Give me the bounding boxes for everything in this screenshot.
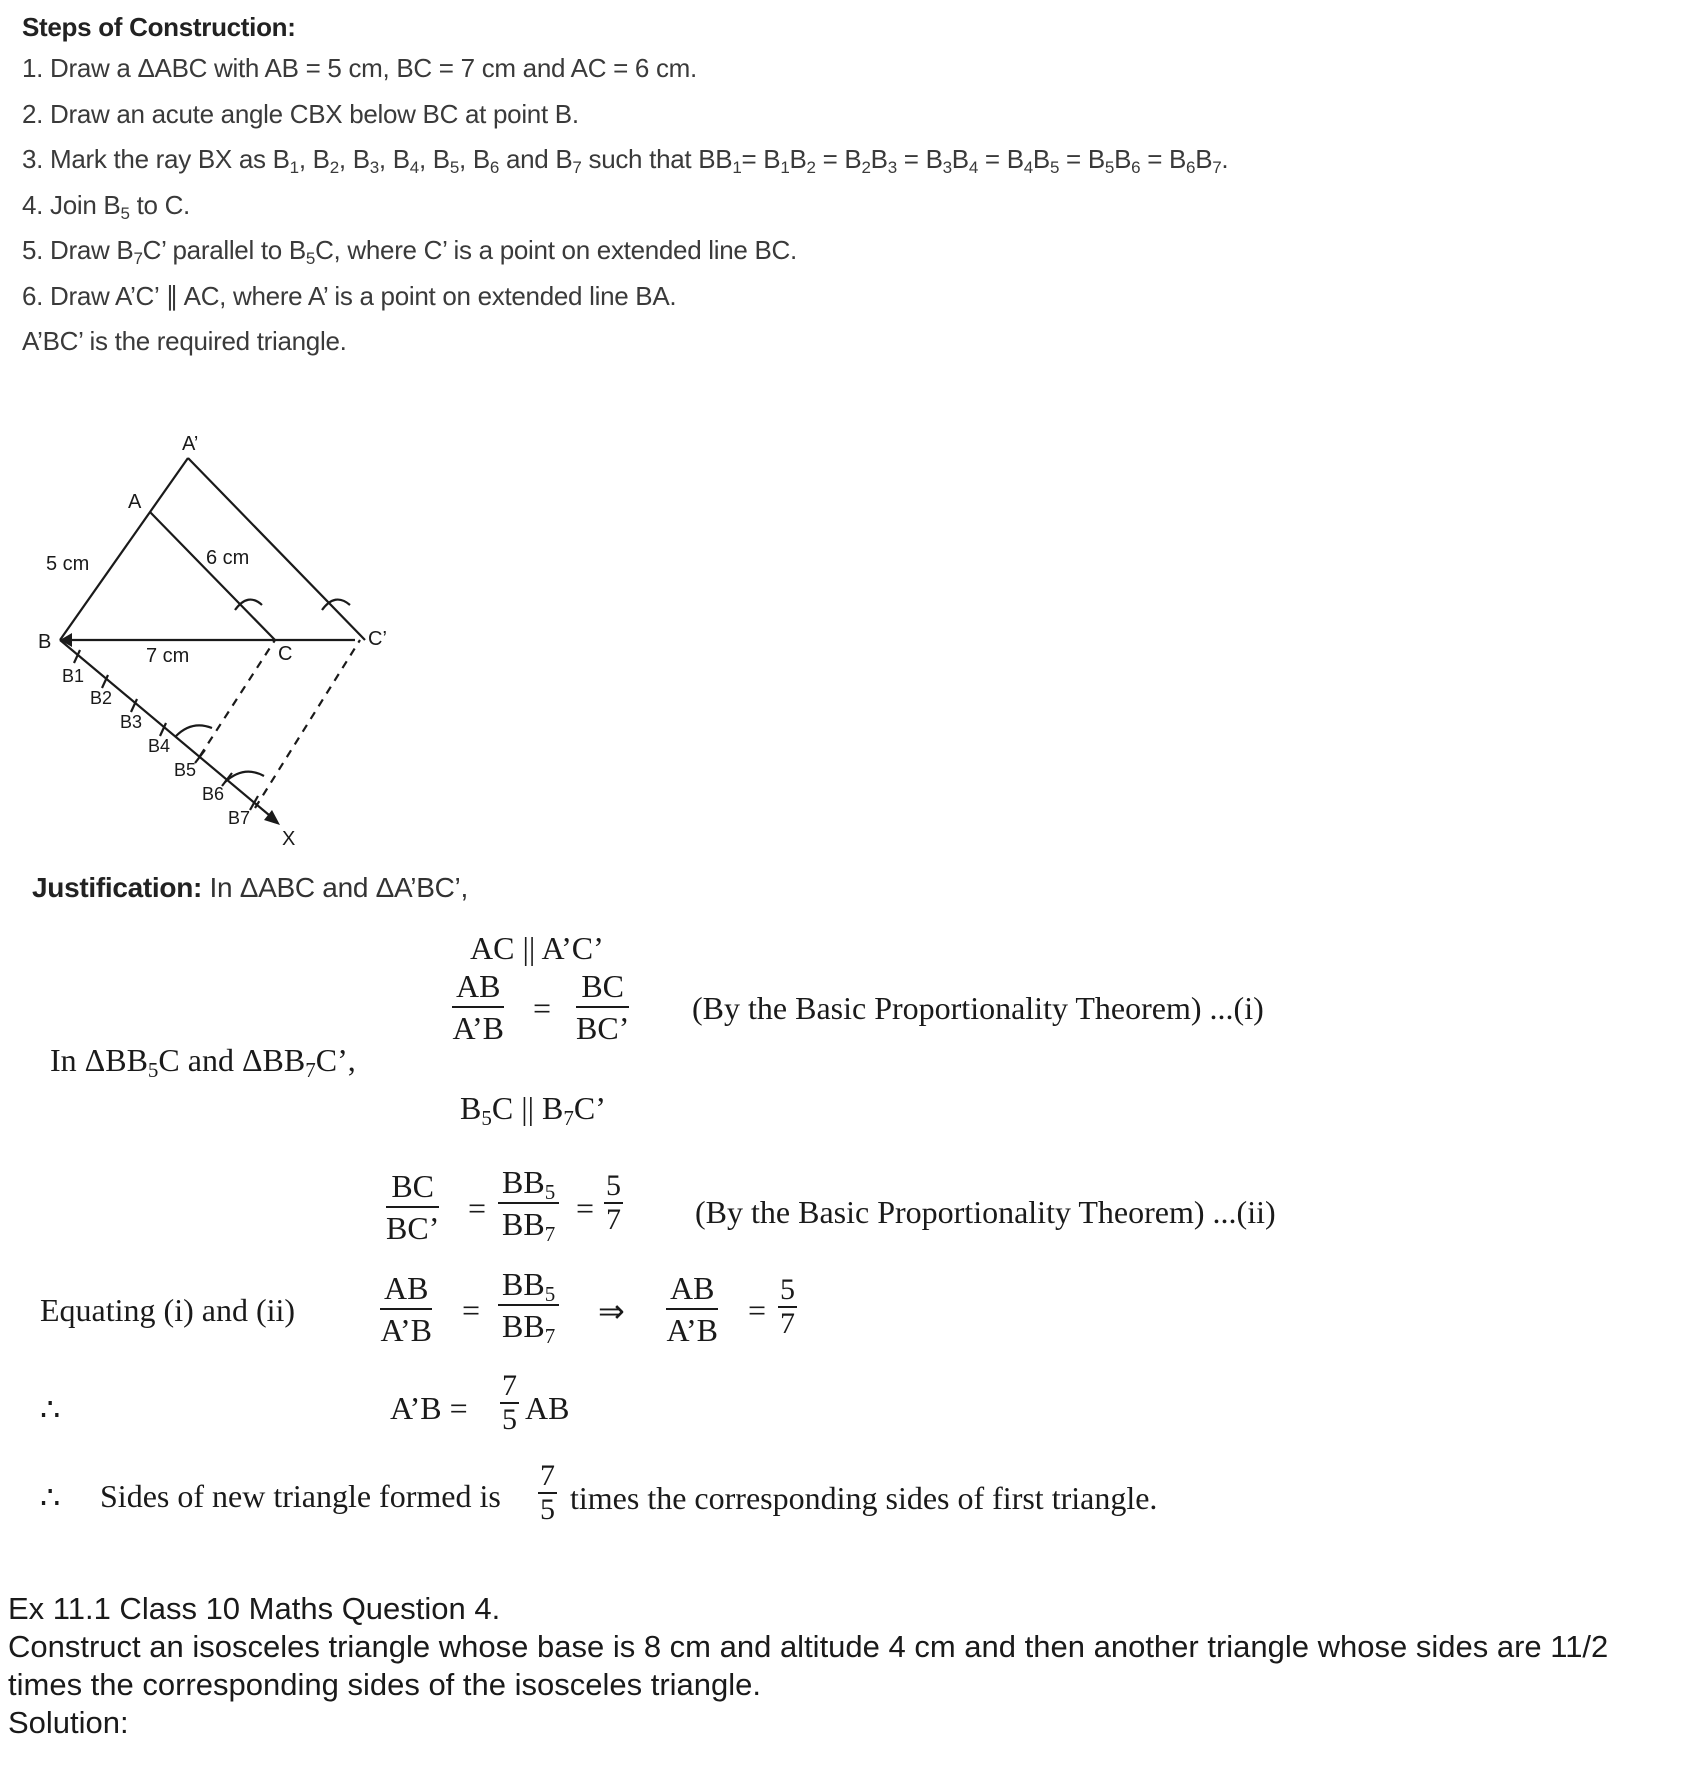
tick-b7 bbox=[250, 796, 258, 810]
reason-1: (By the Basic Proportionality Theorem) ...(i) bbox=[692, 990, 1264, 1026]
segment-b5c bbox=[200, 640, 275, 756]
frac-bb5-bb7-2: $\frac{BB_5}{BB_7}$ bbox=[498, 1266, 559, 1344]
label-b6: B6 bbox=[202, 784, 225, 804]
conclusion: A’BC’ is the required triangle. bbox=[22, 326, 347, 356]
equals-2: = bbox=[468, 1190, 487, 1226]
reason-2: (By the Basic Proportionality Theorem) ...(ii) bbox=[695, 1194, 1276, 1230]
step-4-tail: to C. bbox=[129, 189, 190, 220]
step-1: 1. Draw a ΔABC with AB = 5 cm, BC = 7 cm and AC = 6 cm. bbox=[22, 53, 697, 83]
frac-7-5: 7 5 bbox=[502, 1369, 517, 1436]
frac-ab-a-prime-b: $\frac{AB}{A’B}$ bbox=[452, 968, 504, 1046]
len-ab: 5 cm bbox=[46, 553, 90, 575]
step-5-a: 5. Draw B bbox=[22, 235, 134, 265]
segment-b7c-prime bbox=[255, 640, 360, 808]
len-ac: 6 cm bbox=[206, 547, 250, 569]
final-statement: Sides of new triangle formed is bbox=[100, 1478, 501, 1514]
frac-ab-a-prime-b-2: $\frac{AB}{A’B}$ bbox=[380, 1270, 432, 1348]
segment-ac bbox=[150, 512, 275, 640]
question-text: Construct an isosceles triangle whose base is 8 cm and altitude 4 cm and then another triangle whose sides are 11/2 times the corresponding sides of the isosceles triangle. bbox=[8, 1629, 1609, 1702]
question-block bbox=[8, 1590, 1688, 1742]
label-a-prime: A’ bbox=[182, 433, 199, 455]
final-tail: times the corresponding sides of first triangle. bbox=[570, 1480, 1158, 1516]
frac-ab-a-prime-b-3: $\frac{AB}{A’B}$ bbox=[666, 1270, 718, 1348]
step-5: 5. Draw $B_7C$’ parallel to $B_5C$, where C’ is a point on extended line BC. bbox=[22, 235, 797, 268]
steps-of-construction bbox=[22, 8, 1422, 365]
label-b4: B4 bbox=[148, 736, 171, 756]
label-b1: B1 bbox=[62, 666, 85, 686]
frac-5-7-2: 5 7 bbox=[780, 1273, 795, 1340]
angle-arc-b5 bbox=[176, 725, 212, 736]
label-x: X bbox=[282, 828, 296, 850]
label-a: A bbox=[128, 491, 142, 513]
step-5-c: C, where C’ is a point on extended line BC. bbox=[315, 235, 797, 265]
implies: ⇒ bbox=[598, 1293, 625, 1329]
len-bc: 7 cm bbox=[146, 645, 190, 667]
step-2: 2. Draw an acute angle CBX below BC at point B. bbox=[22, 98, 579, 129]
segment-ba-prime bbox=[60, 458, 188, 640]
equals-1: = bbox=[533, 990, 552, 1026]
step-3-text: 3. Mark the ray BX as B bbox=[22, 144, 290, 174]
frac-7-5-2: 7 5 bbox=[540, 1459, 555, 1526]
ray-bx bbox=[60, 640, 275, 820]
step-6: 6. Draw A’C’ ∥ AC, where A’ is a point on extended line BA. bbox=[22, 280, 677, 311]
b-parallel: $B_5C$ || $B_7C$’ bbox=[460, 1090, 606, 1130]
b-parallel-text: B bbox=[460, 1090, 482, 1126]
frac-bc-bc-prime: $\frac{BC}{BC’}$ bbox=[576, 968, 630, 1046]
step-4-text: 4. Join B bbox=[22, 189, 121, 220]
therefore-1: ∴ bbox=[40, 1391, 61, 1427]
step-3: 3. Mark the ray BX as $B_1$, $B_2$, $B_3$, $B_4$, $B_5$, $B_6$ and $B_7$ such that $BB_1= B_1B_2 = B_2B_3 = B_3B_4 = B_4B_5 = B_5B_6 = B_6B_7$. bbox=[22, 144, 1229, 177]
solution-label: Solution: bbox=[8, 1705, 129, 1740]
frac-bc-bc-prime-2: $\frac{BC}{BC’}$ bbox=[386, 1168, 440, 1246]
frac-5-7: 5 7 bbox=[606, 1169, 621, 1236]
ab-suffix: AB bbox=[525, 1390, 570, 1426]
question-title: Ex 11.1 Class 10 Maths Question 4. bbox=[8, 1591, 501, 1626]
in-triangles: In $\Delta BB_5C$ and $\Delta BB_7C$’, bbox=[50, 1042, 356, 1082]
equating: Equating (i) and (ii) bbox=[40, 1292, 296, 1328]
justification-label: Justification: bbox=[32, 872, 203, 903]
label-b3: B3 bbox=[120, 712, 143, 732]
label-c: C bbox=[278, 643, 293, 665]
in-triangles-text: In ΔBB bbox=[50, 1042, 148, 1078]
therefore-2: ∴ bbox=[40, 1479, 61, 1515]
a-prime-b-eq: A’B = bbox=[390, 1390, 468, 1426]
label-b: B bbox=[38, 631, 52, 653]
step-4: 4. Join $B_5$ to C. bbox=[22, 189, 190, 223]
ac-parallel: AC || A’C’ bbox=[470, 930, 604, 966]
label-b7: B7 bbox=[228, 808, 251, 828]
label-b2: B2 bbox=[90, 688, 113, 708]
justification-text: In ΔABC and ΔA’BC’, bbox=[202, 872, 468, 903]
label-c-prime: C’ bbox=[368, 628, 387, 650]
label-b5: B5 bbox=[174, 760, 197, 780]
frac-bb5-bb7: $\frac{BB_5}{BB_7}$ bbox=[498, 1164, 559, 1242]
construction-figure bbox=[0, 420, 420, 860]
equals-5: = bbox=[748, 1292, 767, 1328]
justification-line bbox=[32, 872, 468, 904]
angle-arc-c bbox=[235, 600, 262, 610]
equals-4: = bbox=[462, 1292, 481, 1328]
equals-3: = bbox=[576, 1190, 595, 1226]
step-5-b: C’ parallel to B bbox=[142, 235, 306, 265]
steps-heading: Steps of Construction: bbox=[22, 12, 296, 42]
